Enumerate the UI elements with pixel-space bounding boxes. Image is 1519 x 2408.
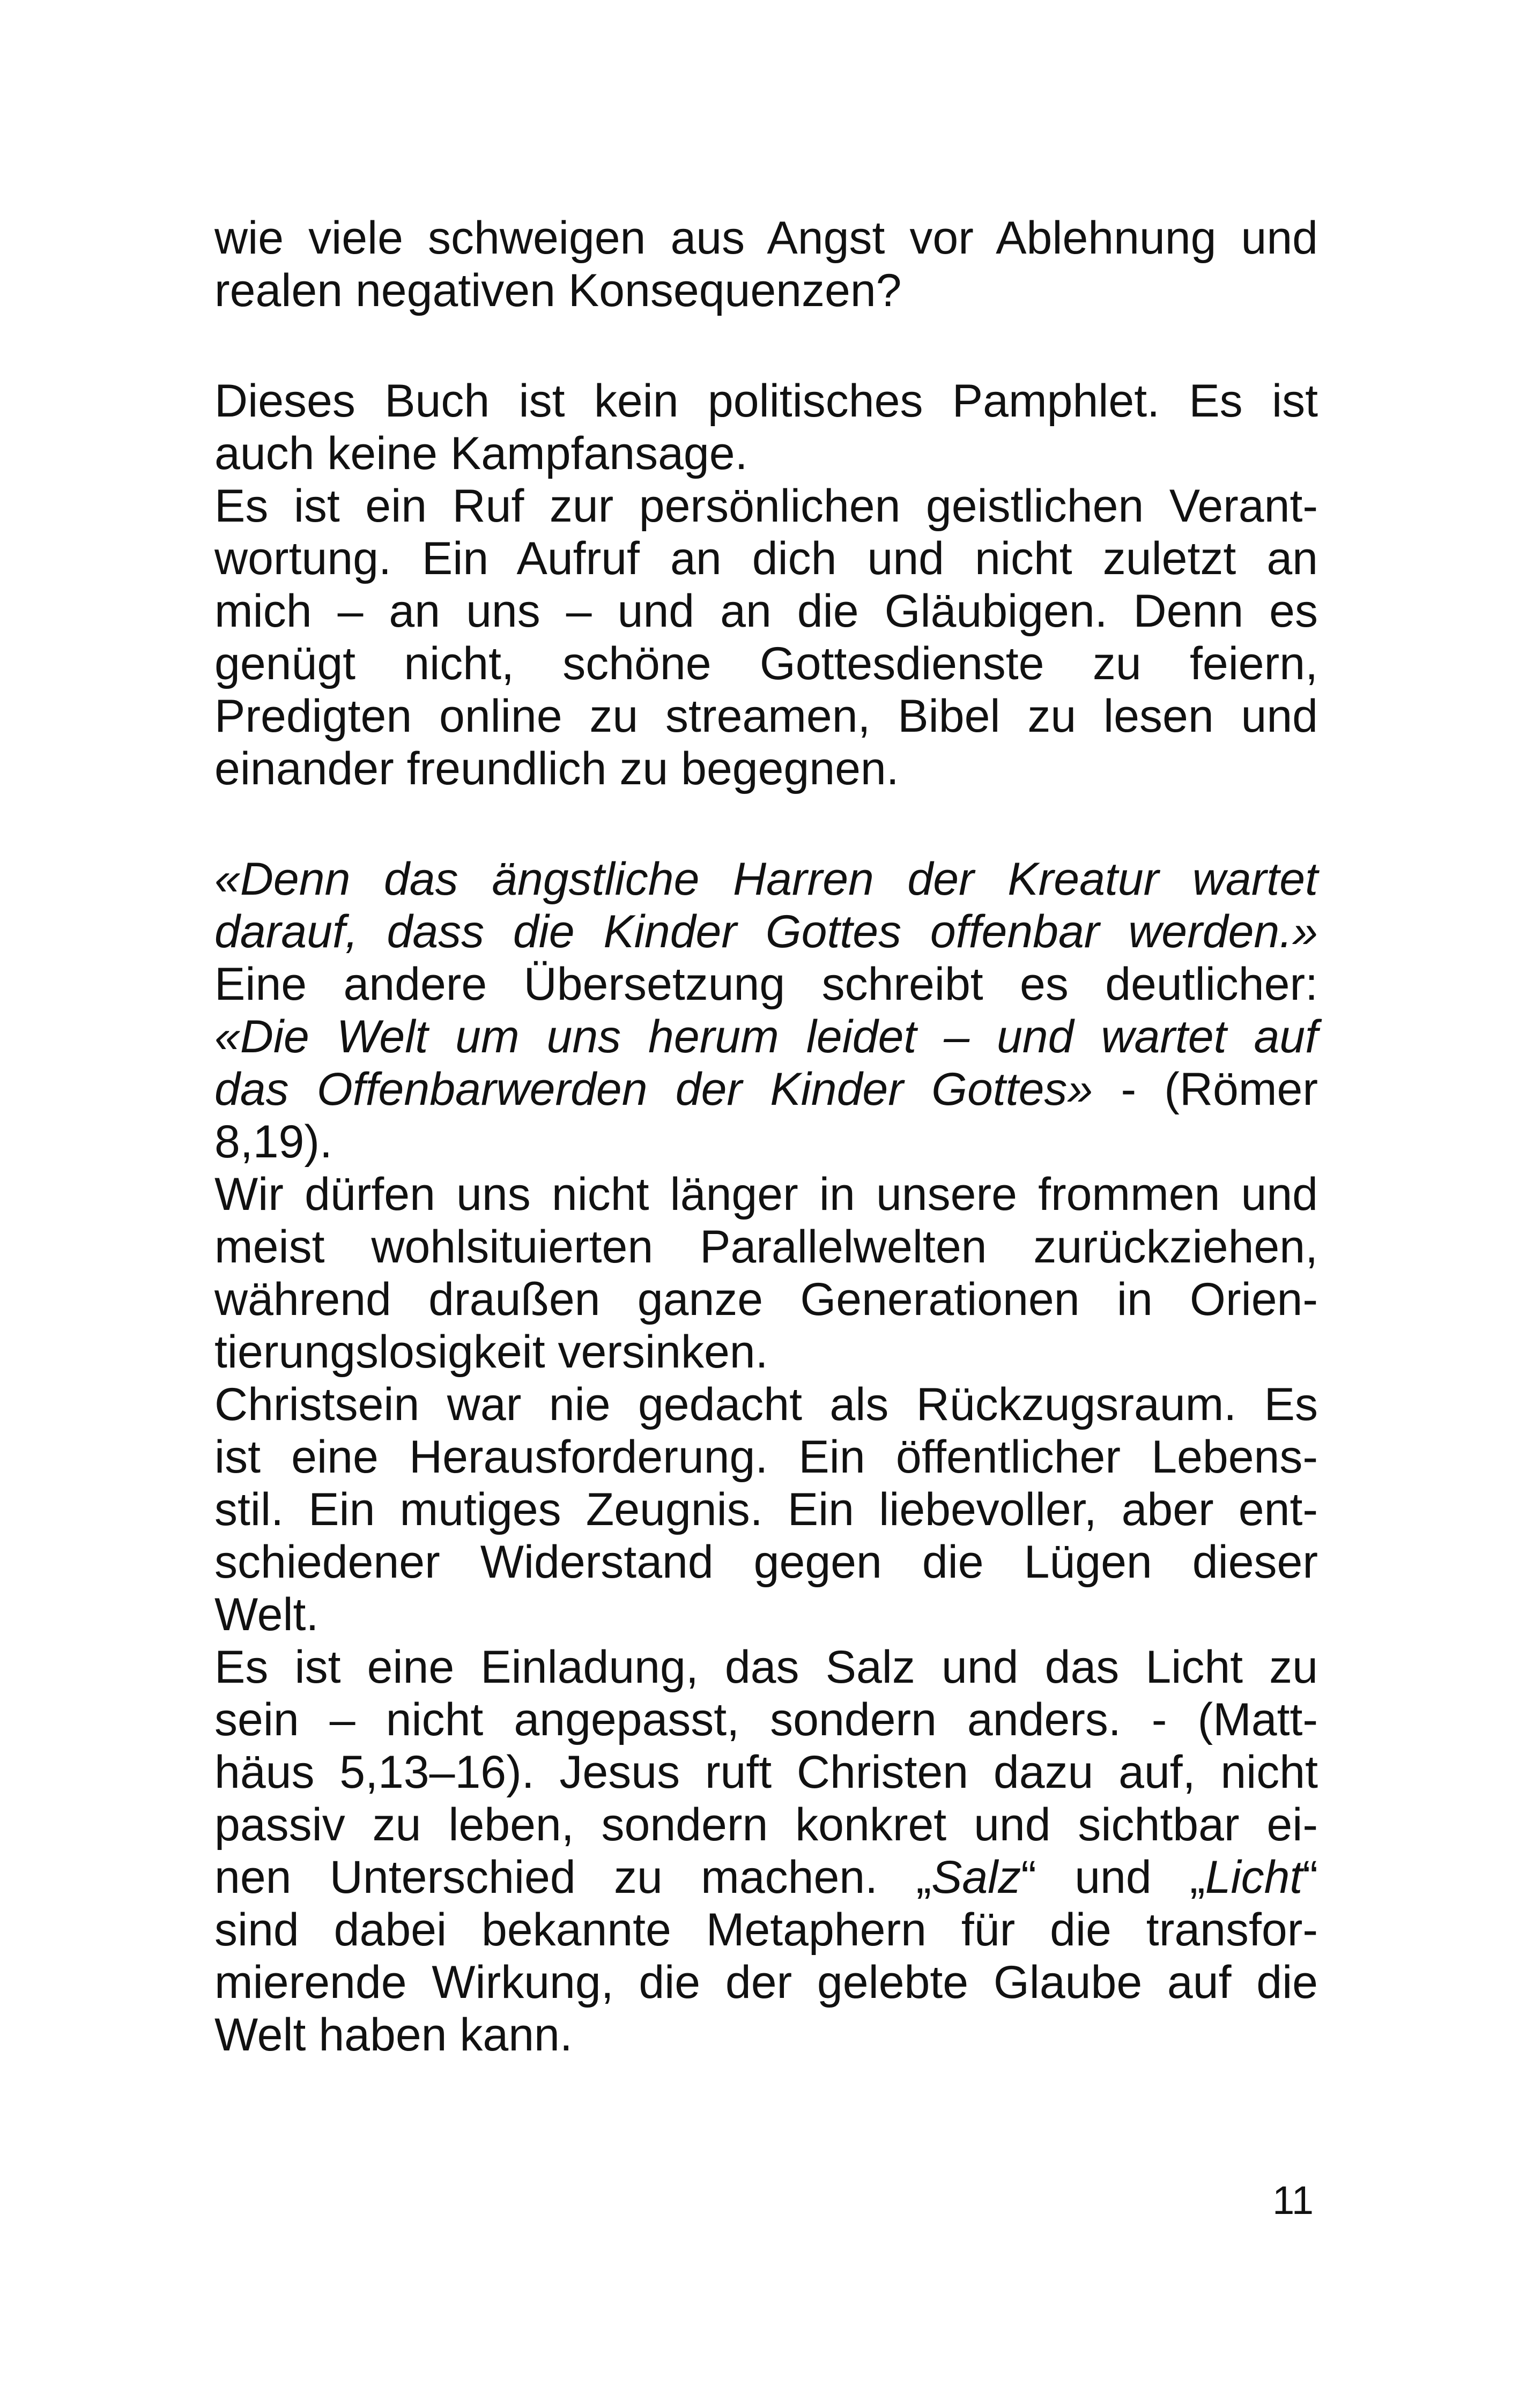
text-line: passiv zu leben, sondern konkret und sichtbar ei- <box>214 1799 1318 1850</box>
text-line: Es ist eine Einladung, das Salz und das Licht zu <box>214 1641 1318 1693</box>
text-line: Dieses Buch ist kein politisches Pamphlet. Es ist <box>214 375 1318 427</box>
book-page-text <box>214 212 1318 2061</box>
text-line: sind dabei bekannte Metaphern für die transfor- <box>214 1904 1318 1956</box>
text-line: stil. Ein mutiges Zeugnis. Ein liebevoller, aber ent- <box>214 1484 1318 1535</box>
paragraph-3 <box>214 853 1318 2061</box>
text-line <box>214 1063 1318 1116</box>
text-line: sein – nicht angepasst, sondern anders. - (Matt- <box>214 1694 1318 1745</box>
paragraph-gap <box>214 795 1318 853</box>
text-line: tierungslosigkeit versinken. <box>214 1326 768 1378</box>
text-line: Wir dürfen uns nicht länger in unsere frommen und <box>214 1169 1318 1220</box>
text-fragment: nen Unterschied zu machen. „ <box>214 1852 931 1903</box>
emphasis-salz: Salz <box>931 1852 1021 1903</box>
text-line: häus 5,13–16). Jesus ruft Christen dazu auf, nicht <box>214 1746 1318 1798</box>
text-fragment: “ und „ <box>1021 1852 1205 1903</box>
text-line: ist eine Herausforderung. Ein öffentlicher Lebens- <box>214 1431 1318 1483</box>
text-line: Welt haben kann. <box>214 2009 573 2061</box>
text-line: Welt. <box>214 1589 319 1640</box>
text-line <box>214 1851 1318 1904</box>
bible-quote-fragment: das Offenbarwerden der Kinder Gottes» <box>214 1064 1093 1115</box>
text-line: realen negativen Konsequenzen? <box>214 265 902 316</box>
text-line: wie viele schweigen aus Angst vor Ablehnung und <box>214 212 1318 264</box>
text-line: wortung. Ein Aufruf an dich und nicht zuletzt an <box>214 533 1318 584</box>
text-line: Es ist ein Ruf zur persönlichen geistlichen Verant- <box>214 480 1318 532</box>
emphasis-licht: Licht <box>1205 1852 1303 1903</box>
paragraph-gap <box>214 317 1318 375</box>
paragraph-2 <box>214 375 1318 795</box>
text-line: Predigten online zu streamen, Bibel zu lesen und <box>214 690 1318 742</box>
text-line: auch keine Kampfansage. <box>214 428 748 479</box>
bible-quote-line: darauf, dass die Kinder Gottes offenbar werden.» <box>214 906 1318 957</box>
text-line: mich – an uns – und an die Gläubigen. Denn es <box>214 585 1318 637</box>
bible-quote-line: «Denn das ängstliche Harren der Kreatur wartet <box>214 853 1318 905</box>
bible-quote-line: «Die Welt um uns herum leidet – und wartet auf <box>214 1011 1318 1062</box>
text-line: genügt nicht, schöne Gottesdienste zu feiern, <box>214 638 1318 689</box>
text-fragment: “ <box>1302 1852 1318 1903</box>
text-line: 8,19). <box>214 1116 332 1168</box>
text-line: Christsein war nie gedacht als Rückzugsraum. Es <box>214 1379 1318 1430</box>
paragraph-1 <box>214 212 1318 317</box>
text-line: während draußen ganze Generationen in Orien- <box>214 1274 1318 1325</box>
text-line: einander freundlich zu begegnen. <box>214 743 899 794</box>
text-line: meist wohlsituierten Parallelwelten zurückziehen, <box>214 1221 1318 1273</box>
text-line: mierende Wirkung, die der gelebte Glaube auf die <box>214 1957 1318 2008</box>
text-line: schiedener Widerstand gegen die Lügen dieser <box>214 1536 1318 1588</box>
text-line: Eine andere Übersetzung schreibt es deutlicher: <box>214 958 1318 1010</box>
page-number: 11 <box>1272 2178 1314 2223</box>
bible-reference: - (Römer <box>1093 1064 1318 1115</box>
